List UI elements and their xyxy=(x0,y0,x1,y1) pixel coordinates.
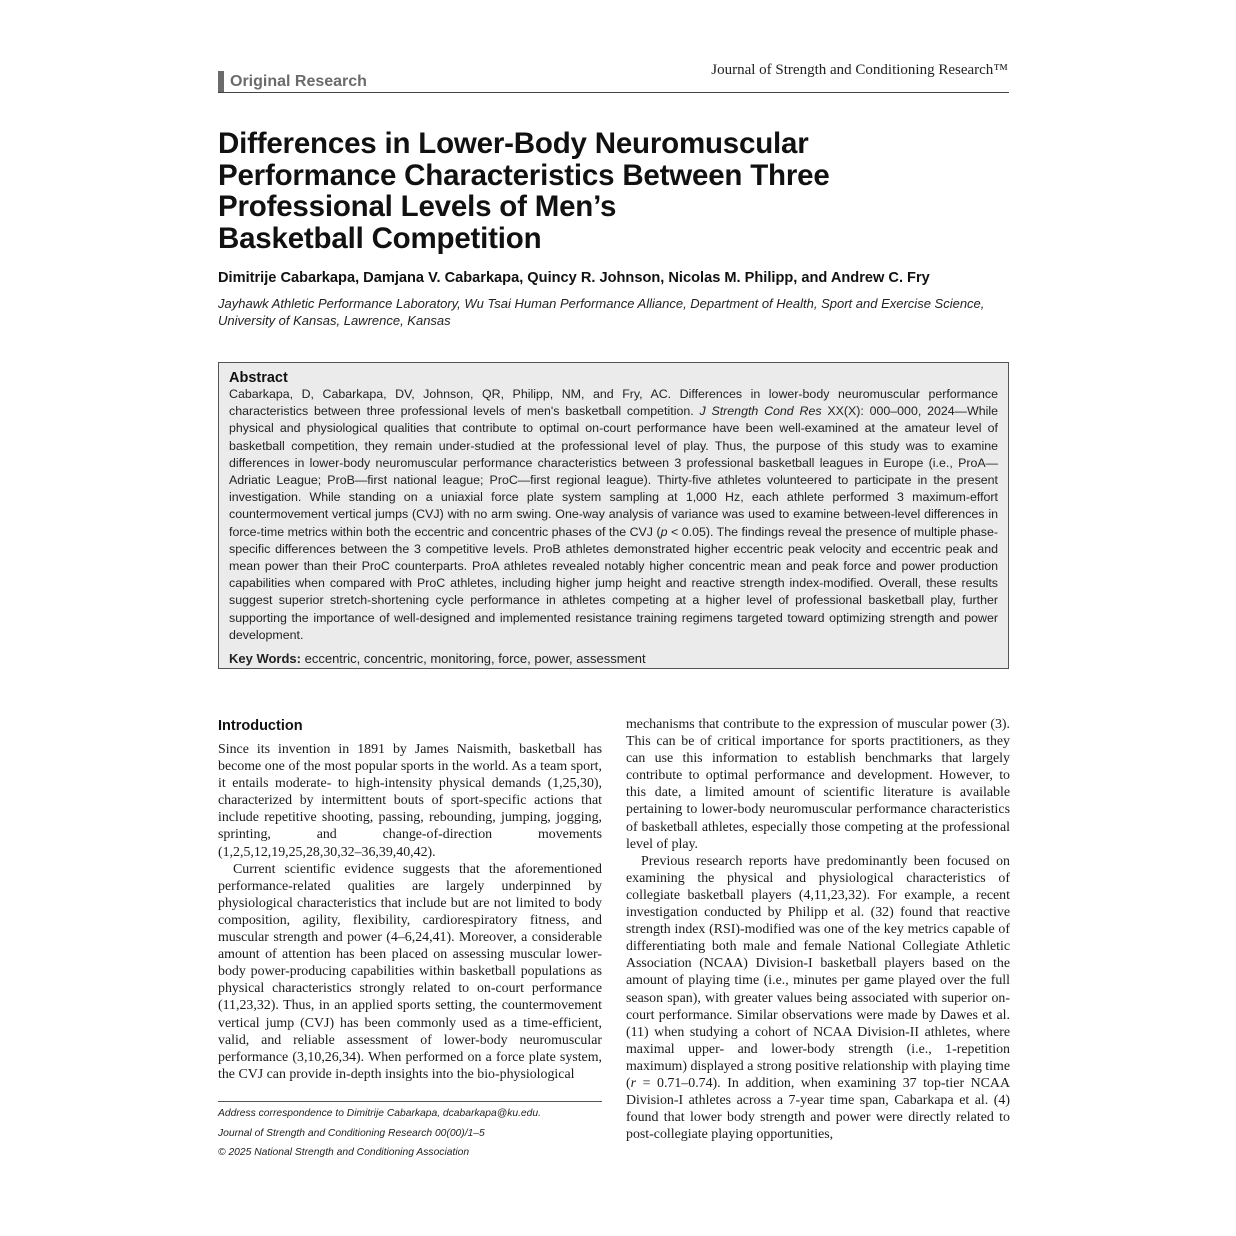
journal-name: Journal of Strength and Conditioning Research™ xyxy=(711,62,1008,78)
copyright-note: © 2025 National Strength and Conditioning Association xyxy=(218,1147,470,1158)
introduction-heading: Introduction xyxy=(218,718,303,734)
title-line: Professional Levels of Men’s xyxy=(218,190,617,223)
keywords: Key Words: eccentric, concentric, monitoring, force, power, assessment xyxy=(229,651,646,667)
title-line: Differences in Lower-Body Neuromuscular xyxy=(218,127,809,160)
body-paragraph: Since its invention in 1891 by James Naismith, basketball has become one of the most popular sports in the world. As a team sport, it entails moderate- to high-intensity physical demands (1,25,30), characterized by intermittent bouts of sport-specific actions that include repetitive shooting, passing, rebounding, jumping, jogging, sprinting, and change-of-direction movements (1,2,5,12,19,25,28,30,32–36,39,40,42). xyxy=(218,742,602,860)
body-column-left xyxy=(218,716,602,1083)
abstract-text: Cabarkapa, D, Cabarkapa, DV, Johnson, QR, Philipp, NM, and Fry, AC. Differences in lower-body neuromuscular performance characteristics between three professional levels of men's basketball competition. J Strength Cond Res XX(X): 000–000, 2024—While physical and physiological qualities that contribute to optimal on-court performance have been well-examined at the amateur level of basketball competition, they remain under-studied at the professional level of play. Thus, the purpose of this study was to examine differences in lower-body neuromuscular performance characteristics between 3 professional basketball leagues in Europe (i.e., ProA—Adriatic League; ProB—first national league; ProC—first regional league). Thirty-five athletes volunteered to participate in the present investigation. While standing on a uniaxial force plate system sampling at 1,000 Hz, each athlete performed 3 maximum-effort countermovement vertical jumps (CVJ) with no arm swing. One-way analysis of variance was used to examine between-level differences in force-time metrics within both the eccentric and concentric phases of the CVJ (p < 0.05). The findings reveal the presence of multiple phase-specific differences between the 3 competitive levels. ProB athletes demonstrated higher eccentric peak velocity and eccentric peak and mean power than their ProC counterparts. ProA athletes revealed notably higher concentric mean and peak force and power production capabilities when compared with ProC athletes, including higher jump height and reactive strength index-modified. Overall, these results suggest superior stretch-shortening cycle performance in athletes competing at a higher level of professional basketball play, further supporting the importance of well-designed and implemented resistance training regimens targeted toward optimizing strength and power development. xyxy=(229,387,999,642)
journal-abbrev: J Strength Cond Res xyxy=(699,404,822,419)
affiliation: Jayhawk Athletic Performance Laboratory, Wu Tsai Human Performance Alliance, Department of Health, Sport and Exercise Science, University of Kansas, Lawrence, Kansas xyxy=(218,296,985,328)
keywords-label: Key Words: xyxy=(229,651,301,667)
abstract-box xyxy=(218,362,1009,669)
footnotes xyxy=(218,1104,618,1163)
citation-note: Journal of Strength and Conditioning Research 00(00)/1–5 xyxy=(218,1127,485,1139)
body-paragraph: Current scientific evidence suggests that the aforementioned performance-related qualities are largely underpinned by physiological characteristics that include but are not limited to body composition, agility, flexibility, cardiorespiratory fitness, and muscular strength and power (4–6,24,41). Moreover, a considerable amount of attention has been placed on assessing muscular lower-body power-producing capabilities within basketball populations as physical characteristics strongly related to on-court performance (11,23,32). Thus, in an applied sports setting, the countermovement vertical jump (CVJ) has been commonly used as a time-efficient, valid, and reliable assessment of lower-body neuromuscular performance (3,10,26,34). When performed on a force plate system, the CVJ can provide in-depth insights into the bio-physiological xyxy=(218,861,602,1082)
body-column-right xyxy=(626,716,1010,1143)
body-paragraph: mechanisms that contribute to the expression of muscular power (3). This can be of critical importance for sports practitioners, as they can use this information to establish benchmarks that largely contribute to optimal performance and development. However, to this date, a limited amount of scientific literature is available pertaining to lower-body neuromuscular performance characteristics of basketball athletes, especially those competing at the professional level of play. xyxy=(626,717,1010,852)
article-title xyxy=(218,128,1008,254)
header-divider xyxy=(218,92,1009,93)
author-list: Dimitrije Cabarkapa, Damjana V. Cabarkapa, Quincy R. Johnson, Nicolas M. Philipp, and Andrew C. Fry xyxy=(218,270,930,286)
title-line: Performance Characteristics Between Three xyxy=(218,158,830,192)
abstract-heading: Abstract xyxy=(229,370,288,386)
title-line: Basketball Competition xyxy=(218,221,542,255)
correspondence-note: Address correspondence to Dimitrije Cabarkapa, dcabarkapa@ku.edu. xyxy=(218,1108,541,1119)
body-paragraph: Previous research reports have predominantly been focused on examining the physical and physiological characteristics of collegiate basketball players (4,11,23,32). For example, a recent investigation conducted by Philipp et al. (32) found that reactive strength index (RSI)-modified was one of the key metrics capable of differentiating both male and female National Collegiate Athletic Association (NCAA) Division-I basketball players based on the amount of playing time (i.e., minutes per game played over the full season span), with greater values being associated with superior on-court performance. Similar observations were made by Dawes et al. (11) when studying a cohort of NCAA Division-II athletes, where maximal upper- and lower-body strength (i.e., 1-repetition maximum) displayed a strong positive relationship with playing time (r = 0.71–0.74). In addition, when examining 37 top-tier NCAA Division-I athletes across a 7-year time span, Cabarkapa et al. (4) found that lower body strength and power were directly related to post-collegiate playing opportunities, xyxy=(626,853,1010,1143)
section-label: Original Research xyxy=(218,71,367,93)
footnote-divider xyxy=(218,1101,602,1102)
